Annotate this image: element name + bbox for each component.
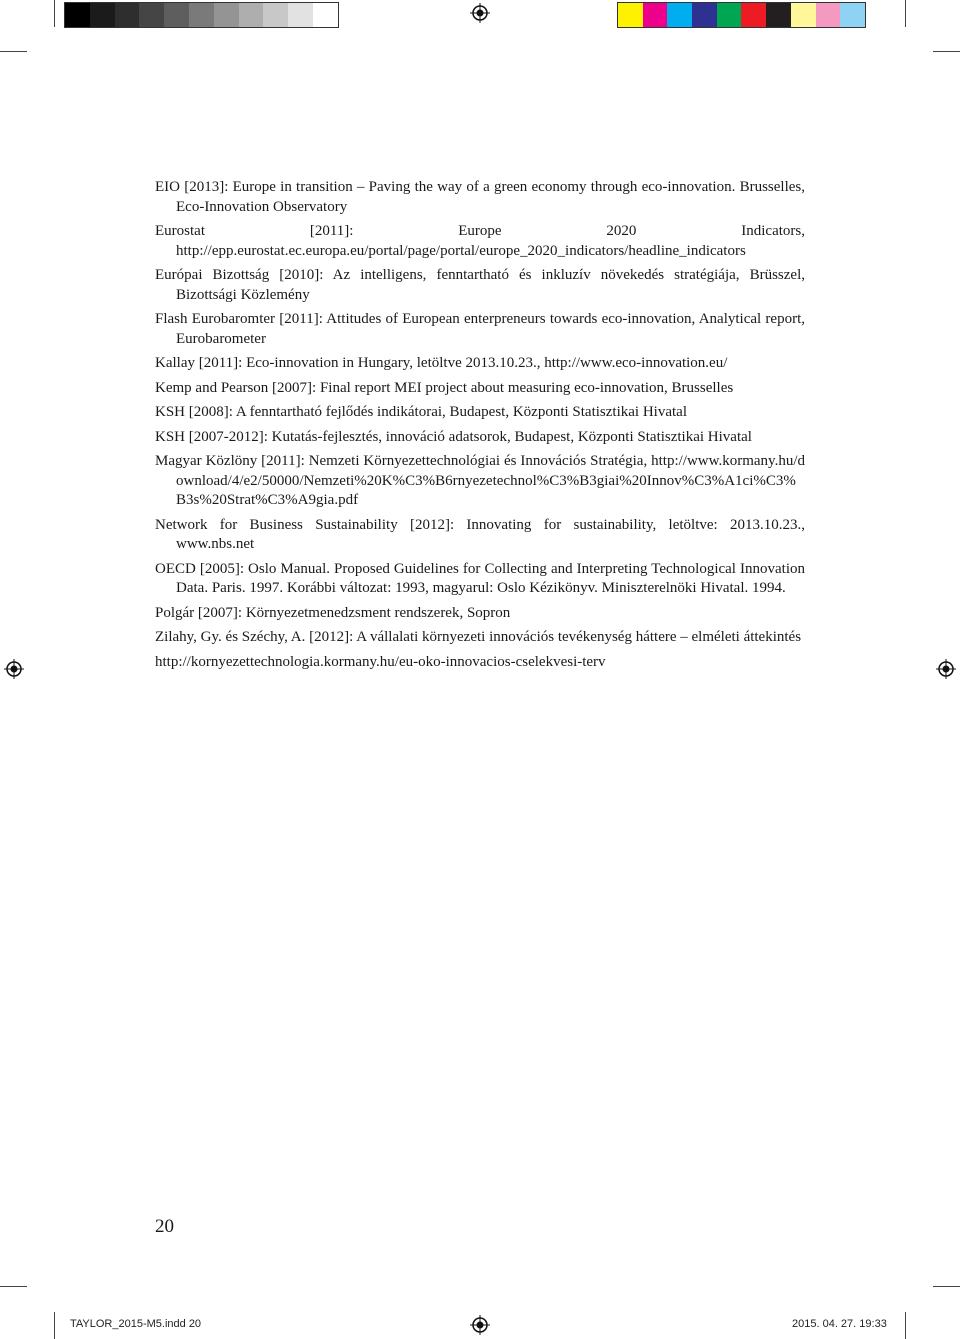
calibration-swatch — [115, 3, 140, 27]
calibration-swatch — [692, 3, 717, 27]
registration-mark-icon — [936, 659, 956, 679]
reference-item: KSH [2008]: A fenntartható fejlődés indikátorai, Budapest, Központi Statisztikai Hivatal — [155, 404, 687, 420]
calibration-swatch — [717, 3, 742, 27]
calibration-swatch — [214, 3, 239, 27]
crop-mark — [905, 1312, 906, 1339]
reference-item: Zilahy, Gy. és Széchy, A. [2012]: A vállalati környezeti innovációs tevékenység háttere – elméleti áttekintés — [155, 629, 802, 645]
reference-item: Network for Business Sustainability [2012]: Innovating for sustainability, letöltve: 2013.10.23., www.nbs.net — [155, 516, 805, 552]
crop-mark — [905, 0, 906, 27]
reference-item: http://kornyezettechnologia.kormany.hu/eu-oko-innovacios-cselekvesi-terv — [155, 653, 606, 670]
calibration-swatch — [791, 3, 816, 27]
grayscale-calibration-bar — [64, 2, 339, 28]
slug-timestamp: 2015. 04. 27. 19:33 — [792, 1318, 887, 1330]
calibration-swatch — [618, 3, 643, 27]
calibration-swatch — [164, 3, 189, 27]
calibration-swatch — [313, 3, 338, 27]
slug-filename: TAYLOR_2015-M5.indd 20 — [70, 1318, 202, 1330]
calibration-swatch — [766, 3, 791, 27]
crop-mark — [54, 0, 55, 27]
calibration-swatch — [65, 3, 90, 27]
registration-mark-icon — [4, 659, 24, 679]
page-number: 20 — [155, 1216, 174, 1237]
crop-mark — [0, 1286, 27, 1287]
calibration-swatch — [643, 3, 668, 27]
reference-item: Kemp and Pearson [2007]: Final report MEI project about measuring eco-innovation, Brusselles — [155, 379, 734, 396]
calibration-swatch — [288, 3, 313, 27]
reference-item: Polgár [2007]: Környezetmenedzsment rendszerek, Sopron — [155, 604, 511, 621]
calibration-swatch — [263, 3, 288, 27]
reference-item: Flash Eurobaromter [2011]: Attitudes of European enterpreneurs towards eco-innovation, Analytical report, Eurobarometer — [155, 311, 805, 347]
reference-item: OECD [2005]: Oslo Manual. Proposed Guidelines for Collecting and Interpreting Technological Innovation Data. Paris. 1997. Korábbi változat: 1993, magyarul: Oslo Kézikönyv. Miniszterelnöki Hivatal. 1994. — [155, 560, 805, 596]
calibration-swatch — [239, 3, 264, 27]
reference-list — [155, 178, 805, 677]
reference-item: Európai Bizottság [2010]: Az intelligens, fenntartható és inkluzív növekedés stratégiája, Brüsszel, Bizottsági Közlemény — [155, 267, 805, 303]
calibration-swatch — [840, 3, 865, 27]
calibration-swatch — [139, 3, 164, 27]
reference-item: KSH [2007-2012]: Kutatás-fejlesztés, innováció adatsorok, Budapest, Központi Statisztikai Hivatal — [155, 428, 752, 445]
calibration-swatch — [90, 3, 115, 27]
crop-mark — [54, 1312, 55, 1339]
reference-item: EIO [2013]: Europe in transition – Paving the way of a green economy through eco-innovation. Brusselles, Eco-Innovation Observatory — [155, 179, 805, 215]
crop-mark — [933, 1286, 960, 1287]
reference-item: Kallay [2011]: Eco-innovation in Hungary, letöltve 2013.10.23., http://www.eco-innovation.eu/ — [155, 355, 728, 371]
crop-mark — [933, 51, 960, 52]
reference-item: Eurostat [2011]: Europe 2020 Indicators, http://epp.eurostat.ec.europa.eu/portal/page/portal/europe_2020_indicators/headline_indicators — [155, 223, 805, 259]
calibration-swatch — [741, 3, 766, 27]
color-calibration-bar — [617, 2, 866, 28]
calibration-swatch — [816, 3, 841, 27]
reference-item: Magyar Közlöny [2011]: Nemzeti Környezettechnológiai és Innovációs Stratégia, http://www.kormany.hu/download/4/e2/50000/Nemzeti%20K%C3%B6rnyezetechnol%C3%B3giai%20Innov%C3%A1ci%C3%B3s%20Strat%C3%A9gia.pdf — [155, 453, 805, 508]
registration-mark-icon — [470, 1315, 490, 1335]
calibration-swatch — [189, 3, 214, 27]
registration-mark-icon — [470, 3, 490, 23]
calibration-swatch — [667, 3, 692, 27]
crop-mark — [0, 51, 27, 52]
